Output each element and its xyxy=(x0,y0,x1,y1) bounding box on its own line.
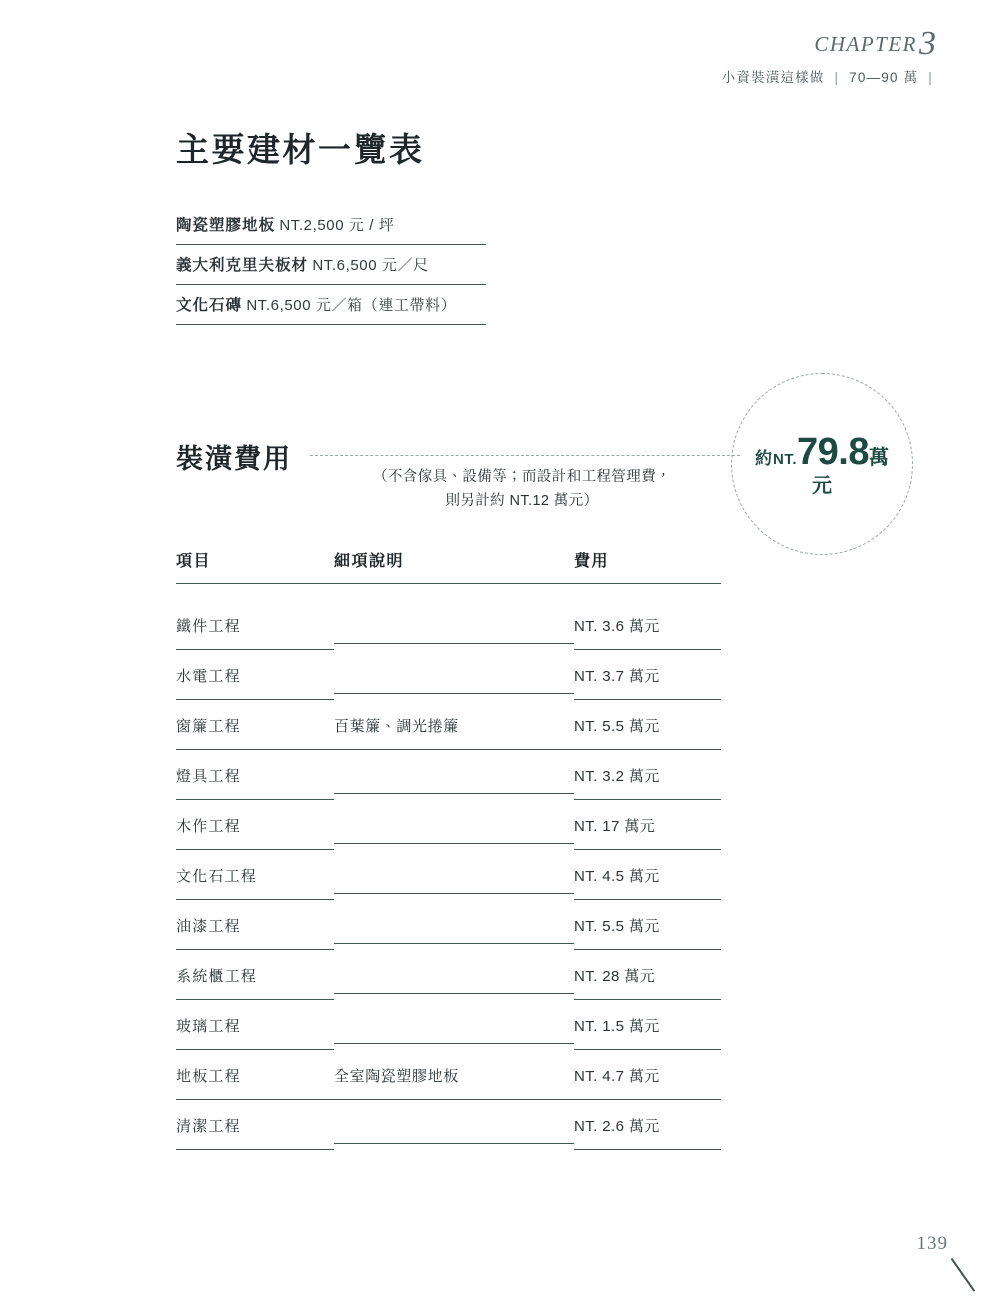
column-header-fee-label: 費用 xyxy=(574,548,721,584)
cell-item-text: 文化石工程 xyxy=(176,865,334,900)
column-header-item-label: 項目 xyxy=(176,548,334,584)
list-item xyxy=(176,245,486,285)
chapter-label: CHAPTER xyxy=(814,31,917,56)
cell-fee-text: NT. 1.5 萬元 xyxy=(574,1015,721,1050)
cell-fee xyxy=(574,1050,721,1100)
material-price: NT.2,500 元 / 坪 xyxy=(279,217,395,234)
corner-decoration xyxy=(936,1255,980,1299)
table-header-row xyxy=(176,548,721,600)
table-row xyxy=(176,700,721,750)
cell-detail-text: 全室陶瓷塑膠地板 xyxy=(334,1065,574,1100)
column-header-item xyxy=(176,548,334,600)
material-price: NT.6,500 元／箱（連工帶料） xyxy=(246,297,457,314)
material-price: NT.6,500 元／尺 xyxy=(312,257,429,274)
total-approx-label: 約 xyxy=(755,448,774,468)
total-unit-yuan: 元 xyxy=(812,475,832,498)
column-header-fee xyxy=(574,548,721,600)
cell-detail xyxy=(334,800,574,850)
cell-detail xyxy=(334,750,574,800)
chapter-mark xyxy=(722,25,938,62)
table-row xyxy=(176,600,721,650)
cell-fee-text: NT. 4.7 萬元 xyxy=(574,1065,721,1100)
cell-detail-text xyxy=(334,965,574,994)
cell-fee xyxy=(574,900,721,950)
materials-list xyxy=(176,205,486,325)
cell-detail xyxy=(334,950,574,1000)
cell-fee-text: NT. 3.2 萬元 xyxy=(574,765,721,800)
cell-detail-text xyxy=(334,665,574,694)
cost-table xyxy=(176,548,721,1150)
fee-note-line-2: 則另計約 NT.12 萬元） xyxy=(445,492,599,509)
cell-item-text: 清潔工程 xyxy=(176,1115,334,1150)
cell-fee-text: NT. 4.5 萬元 xyxy=(574,865,721,900)
cell-item xyxy=(176,850,334,900)
column-header-detail xyxy=(334,548,574,600)
cell-item-text: 地板工程 xyxy=(176,1065,334,1100)
material-name: 陶瓷塑膠地板 xyxy=(176,217,276,234)
cell-detail xyxy=(334,850,574,900)
cell-item-text: 木作工程 xyxy=(176,815,334,850)
cell-fee xyxy=(574,1000,721,1050)
cell-item-text: 鐵件工程 xyxy=(176,615,334,650)
cell-detail-text xyxy=(334,865,574,894)
cell-item-text: 油漆工程 xyxy=(176,915,334,950)
cell-detail-text xyxy=(334,915,574,944)
cell-detail-text xyxy=(334,615,574,644)
cell-detail xyxy=(334,900,574,950)
cell-fee-text: NT. 5.5 萬元 xyxy=(574,715,721,750)
cell-item xyxy=(176,1050,334,1100)
cell-item-text: 窗簾工程 xyxy=(176,715,334,750)
cell-detail-text: 百葉簾、調光捲簾 xyxy=(334,715,574,750)
header-separator-left: | xyxy=(834,69,840,85)
cell-fee xyxy=(574,950,721,1000)
table-row xyxy=(176,850,721,900)
table-row xyxy=(176,900,721,950)
material-name: 義大利克里夫板材 xyxy=(176,257,309,274)
table-row xyxy=(176,1000,721,1050)
cell-fee-text: NT. 3.6 萬元 xyxy=(574,615,721,650)
header-budget-range: 70—90 萬 xyxy=(849,69,919,85)
cell-detail xyxy=(334,700,574,750)
cell-item xyxy=(176,1000,334,1050)
cell-fee xyxy=(574,600,721,650)
total-unit-wan: 萬 xyxy=(868,446,889,469)
cell-fee xyxy=(574,1100,721,1150)
cell-fee xyxy=(574,650,721,700)
table-row xyxy=(176,1050,721,1100)
chapter-number: 3 xyxy=(919,25,938,62)
cell-item xyxy=(176,600,334,650)
cell-fee-text: NT. 5.5 萬元 xyxy=(574,915,721,950)
header-chapter-title: 小資裝潢這樣做 xyxy=(721,69,825,85)
cell-fee-text: NT. 2.6 萬元 xyxy=(574,1115,721,1150)
total-currency-label: NT. xyxy=(773,450,798,468)
cell-item-text: 玻璃工程 xyxy=(176,1015,334,1050)
cell-detail-text xyxy=(334,765,574,794)
cell-fee xyxy=(574,700,721,750)
table-row xyxy=(176,950,721,1000)
cell-item xyxy=(176,900,334,950)
cell-item xyxy=(176,750,334,800)
total-cost-badge xyxy=(731,373,913,555)
cell-detail xyxy=(334,600,574,650)
fee-note-line-1: （不含傢具、設備等；而設計和工程管理費， xyxy=(373,469,671,485)
dashed-connector xyxy=(310,455,740,456)
material-name: 文化石磚 xyxy=(176,297,243,314)
cell-item-text: 水電工程 xyxy=(176,665,334,700)
cell-detail xyxy=(334,650,574,700)
cell-detail-text xyxy=(334,815,574,844)
cell-fee-text: NT. 17 萬元 xyxy=(574,815,721,850)
table-row xyxy=(176,800,721,850)
list-item xyxy=(176,205,486,245)
cell-item xyxy=(176,650,334,700)
cell-detail-text xyxy=(334,1015,574,1044)
table-row xyxy=(176,650,721,700)
cell-fee xyxy=(574,850,721,900)
page-number: 139 xyxy=(916,1233,948,1254)
header-separator-right: | xyxy=(928,69,933,85)
fee-note xyxy=(352,466,692,514)
page-title: 主要建材一覽表 xyxy=(176,131,425,168)
fee-section-title: 裝潢費用 xyxy=(176,444,292,474)
cell-item xyxy=(176,700,334,750)
cell-fee xyxy=(574,750,721,800)
cell-detail xyxy=(334,1000,574,1050)
cell-fee-text: NT. 28 萬元 xyxy=(574,965,721,1000)
table-row xyxy=(176,1100,721,1150)
header-running-title xyxy=(722,66,938,86)
column-header-detail-label: 細項說明 xyxy=(334,548,574,584)
cell-item-text: 系統櫃工程 xyxy=(176,965,334,1000)
cell-item xyxy=(176,950,334,1000)
cell-detail xyxy=(334,1100,574,1150)
total-amount: 79.8 xyxy=(797,430,869,473)
cell-item xyxy=(176,800,334,850)
cell-detail-text xyxy=(334,1115,574,1144)
page-header xyxy=(721,25,938,86)
cell-fee-text: NT. 3.7 萬元 xyxy=(574,665,721,700)
list-item xyxy=(176,285,486,325)
cell-fee xyxy=(574,800,721,850)
cell-detail xyxy=(334,1050,574,1100)
table-row xyxy=(176,750,721,800)
cell-item xyxy=(176,1100,334,1150)
cell-item-text: 燈具工程 xyxy=(176,765,334,800)
